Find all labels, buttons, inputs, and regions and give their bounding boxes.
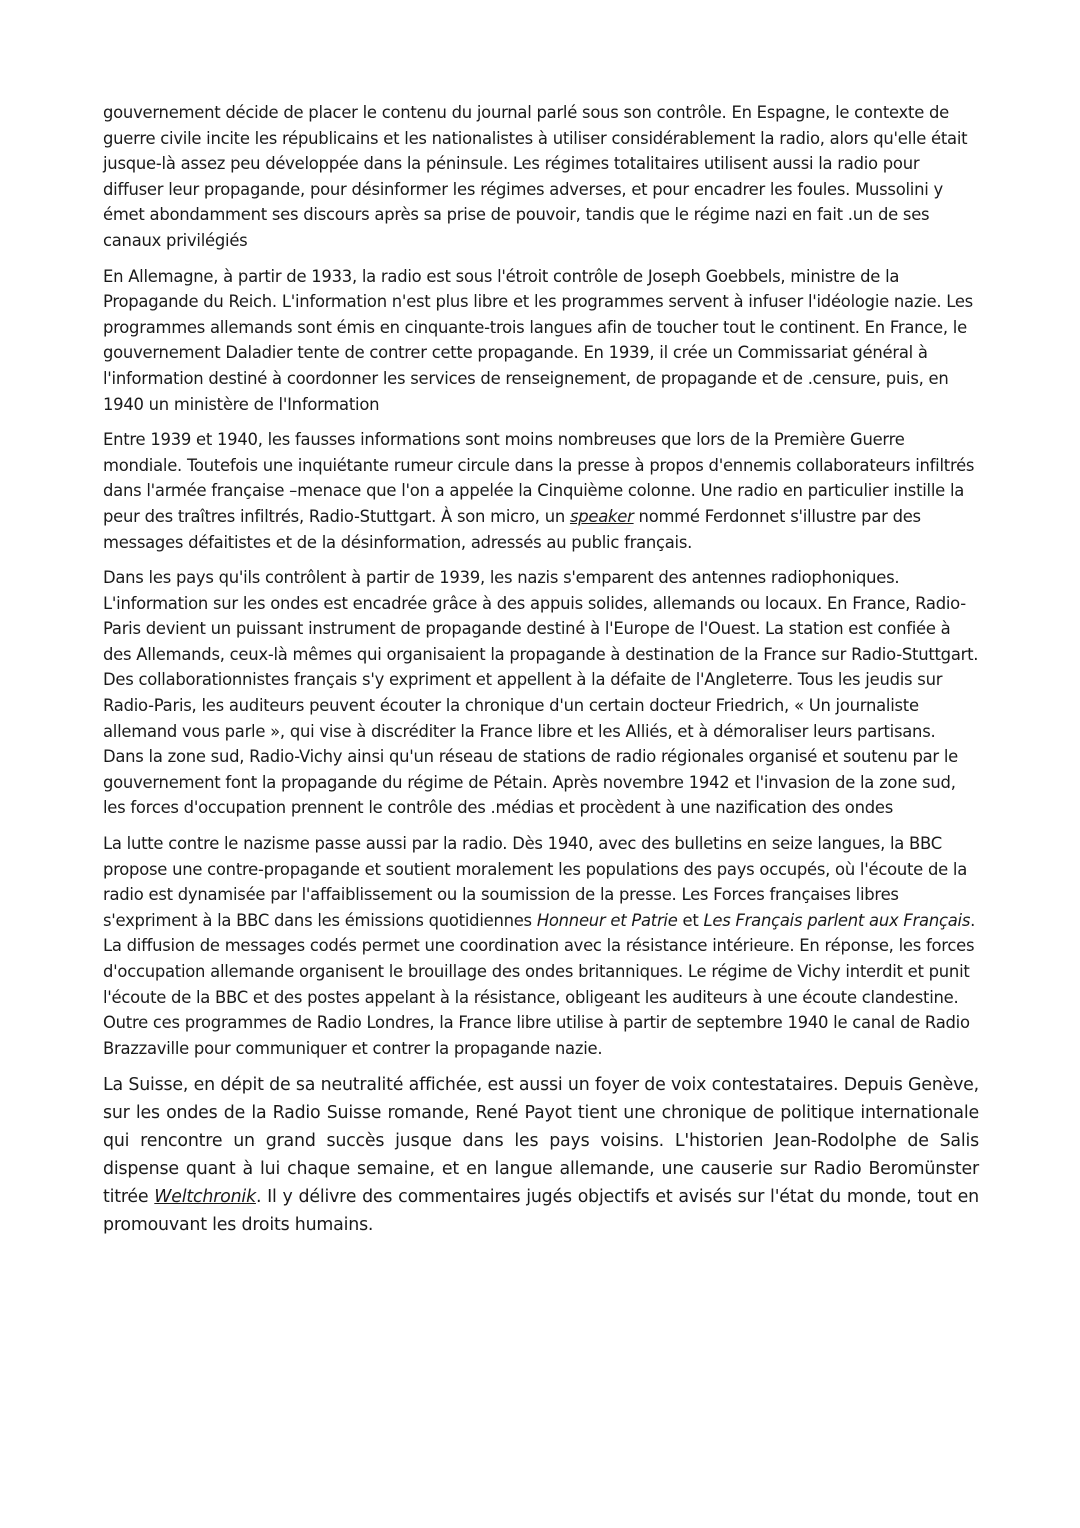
speaker-term: speaker <box>569 506 634 526</box>
show-title-weltchronik: Weltchronik <box>154 1187 256 1208</box>
paragraph-radio-paris <box>103 565 979 821</box>
document-body <box>103 100 979 1249</box>
paragraph-text: La Suisse, en dépit de sa neutralité affichée, est aussi un foyer de voix contestataires. Depuis Genève, sur les ondes de la Radio Suisse romande, René Payot tient une chronique de politique internationale qui rencontre un grand succès jusque dans les pays voisins. L'historien Jean-Rodolphe de Salis dispense quant à lui chaque semaine, et en langue allemande, une causerie sur Radio Beromünster titrée <box>103 1075 979 1208</box>
paragraph-text: gouvernement décide de placer le contenu du journal parlé sous son contrôle. En Espagne, le contexte de guerre civile incite les républicains et les nationalistes à utiliser considérablement la radio, alors qu'elle était jusque-là assez peu développée dans la péninsule. Les régimes totalitaires utilisent aussi la radio pour diffuser leur propagande, pour désinformer les régimes adverses, et pour encadrer les foules. Mussolini y émet abondamment ses discours après sa prise de pouvoir, tandis que le régime nazi en fait .un de ses canaux privilégiés <box>103 103 968 250</box>
paragraph-switzerland <box>103 1071 979 1239</box>
show-title-honneur-et-patrie: Honneur et Patrie <box>536 910 678 930</box>
paragraph-bbc-resistance <box>103 831 979 1061</box>
show-title-les-francais-parlent: Les Français parlent aux Français <box>703 910 971 930</box>
paragraph-text: . La diffusion de messages codés permet une coordination avec la résistance intérieure. En réponse, les forces d'occupation allemande organisent le brouillage des ondes britanniques. Le régime de Vichy interdit et punit l'écoute de la BBC et des postes appelant à la résistance, obligeant les auditeurs à une écoute clandestine. Outre ces programmes de Radio Londres, la France libre utilise à partir de septembre 1940 le canal de Radio Brazzaville pour communiquer et contrer la propagande nazie. <box>103 910 976 1058</box>
paragraph-spain-totalitarian-radio <box>103 100 979 254</box>
paragraph-text: Dans les pays qu'ils contrôlent à partir de 1939, les nazis s'emparent des antennes radiophoniques. L'information sur les ondes est encadrée grâce à des appuis solides, allemands ou locaux. En France, Radio-Paris devient un puissant instrument de propagande destiné à l'Europe de l'Ouest. La station est confiée à des Allemands, ceux-là mêmes qui organisaient la propagande à destination de la France sur Radio-Stuttgart. Des collaborationnistes français s'y expriment et appellent à la défaite de l'Angleterre. Tous les jeudis sur Radio-Paris, les auditeurs peuvent écouter la chronique d'un certain docteur Friedrich, « Un journaliste allemand vous parle », qui vise à discréditer la France libre et les Alliés, et à démoraliser leurs partisans. Dans la zone sud, Radio-Vichy ainsi qu'un réseau de stations de radio régionales organisé et soutenu par le gouvernement font la propagande du régime de Pétain. Après novembre 1942 et l'invasion de la zone sud, les forces d'occupation prennent le contrôle des .médias et procèdent à une nazification des ondes <box>103 568 979 818</box>
paragraph-text: et <box>677 910 704 930</box>
paragraph-text: En Allemagne, à partir de 1933, la radio est sous l'étroit contrôle de Joseph Goebbels, ministre de la Propagande du Reich. L'information n'est plus libre et les programmes servent à infuser l'idéologie nazie. Les programmes allemands sont émis en cinquante-trois langues afin de toucher tout le continent. En France, le gouvernement Daladier tente de contrer cette propagande. En 1939, il crée un Commissariat général à l'information destiné à coordonner les services de renseignement, de propagande et de .censure, puis, en 1940 un ministère de l'Information <box>103 266 973 414</box>
paragraph-germany-goebbels <box>103 264 979 418</box>
paragraph-fifth-column <box>103 427 979 555</box>
paragraph-text: nommé Ferdonnet s'illustre par des messages défaitistes et de la désinformation, adressés au public français. <box>103 506 921 552</box>
paragraph-text: La lutte contre le nazisme passe aussi par la radio. Dès 1940, avec des bulletins en seize langues, la BBC propose une contre-propagande et soutient moralement les populations des pays occupés, où l'écoute de la radio est dynamisée par l'affaiblissement ou la soumission de la presse. Les Forces françaises libres s'expriment à la BBC dans les émissions quotidiennes <box>103 834 968 930</box>
paragraph-text: . Il y délivre des commentaires jugés objectifs et avisés sur l'état du monde, tout en promouvant les droits humains. <box>103 1187 980 1236</box>
paragraph-text: Entre 1939 et 1940, les fausses informations sont moins nombreuses que lors de la Première Guerre mondiale. Toutefois une inquiétante rumeur circule dans la presse à propos d'ennemis collaborateurs infiltrés dans l'armée française –menace que l'on a appelée la Cinquième colonne. Une radio en particulier instille la peur des traîtres infiltrés, Radio-Stuttgart. À son micro, un <box>103 430 975 526</box>
